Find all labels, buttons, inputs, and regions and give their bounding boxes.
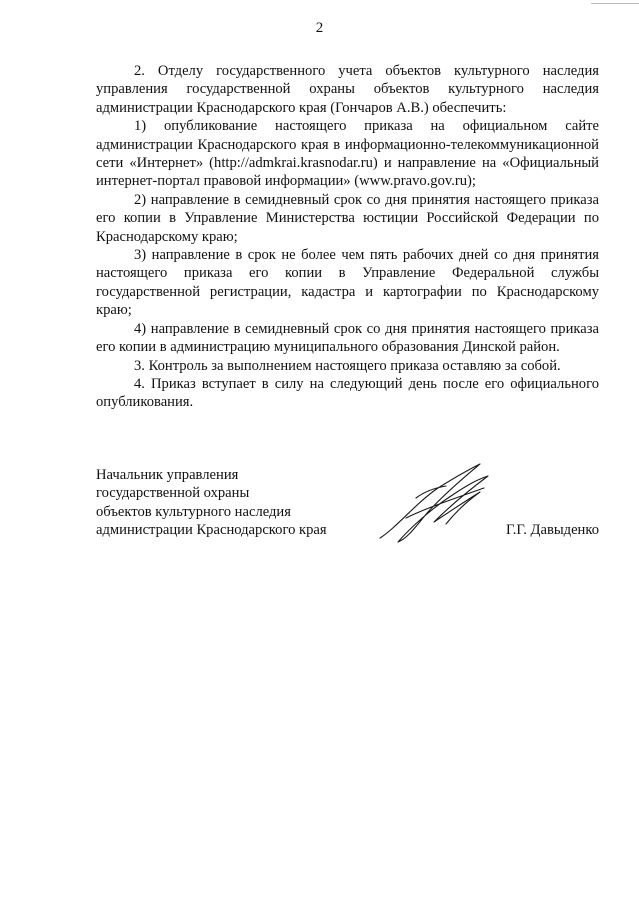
paragraph-3: 3. Контроль за выполнением настоящего приказа оставляю за собой. [134,357,561,374]
paragraph-2-3: 3) направление в срок не более чем пять рабочих дней со дня принятия настоящего приказа его копии в Управление Федеральной службы государственной регистрации, кадастра и картографии по Краснодарскому краю; [96,247,599,319]
signature-block [96,466,599,540]
signatory-position-line: администрации Краснодарского края [96,522,327,539]
handwritten-signature-icon [376,458,496,548]
page-number: 2 [315,20,324,36]
paragraph-2-4: 4) направление в семидневный срок со дня принятия настоящего приказа его копии в администрацию муниципального образования Динской район. [96,320,599,356]
paragraph-2: 2. Отделу государственного учета объектов культурного наследия управления государственной охраны объектов культурного наследия администрации Краснодарского края (Гончаров А.В.) обеспечить: [96,63,599,116]
signatory-position-line: государственной охраны [96,485,250,502]
paragraph-2-1: 1) опубликование настоящего приказа на официальном сайте администрации Краснодарского края в информационно-телекоммуникационной сети «Интернет» (http://admkrai.krasnodar.ru) и направление на «Официальный интернет-портал правовой информации» (www.pravo.gov.ru); [96,118,599,190]
paragraph-2-2: 2) направление в семидневный срок со дня принятия настоящего приказа его копии в Управление Министерства юстиции Российской Федерации по Краснодарскому краю; [96,191,599,245]
signatory-name: Г.Г. Давыденко [505,522,599,538]
document-body [96,62,599,412]
signatory-position-line: Начальник управления [96,467,239,483]
paragraph-4: 4. Приказ вступает в силу на следующий день после его официального опубликования. [96,375,599,411]
scan-edge-mark [591,3,639,4]
signatory-position-line: объектов культурного наследия [96,503,291,520]
